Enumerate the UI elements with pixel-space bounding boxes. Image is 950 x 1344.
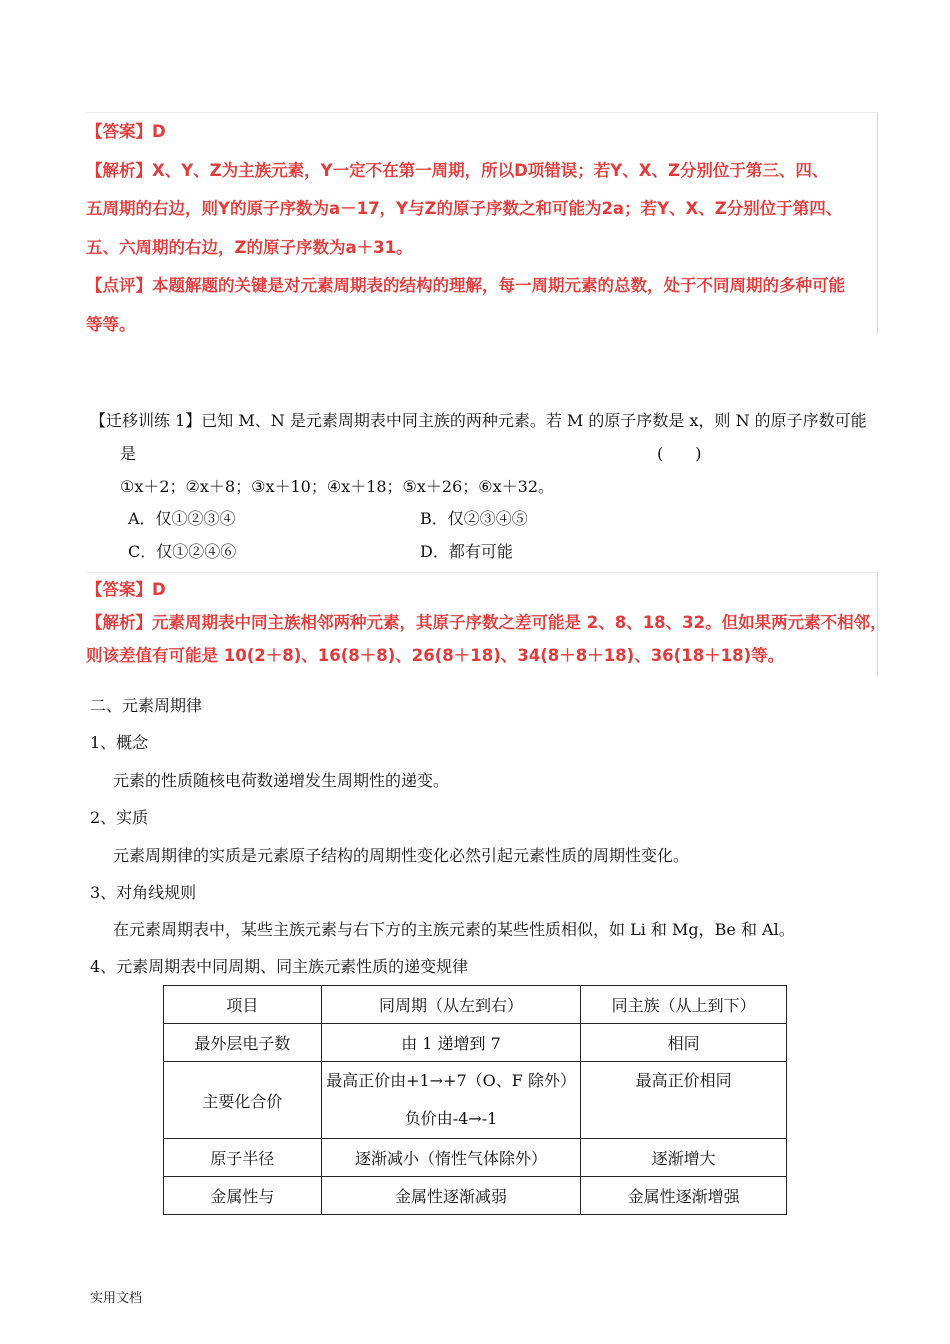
table-cell: 由 1 递增到 7 xyxy=(321,1024,581,1062)
table-row xyxy=(164,1177,787,1215)
footer-text: 实用文档 xyxy=(90,1291,143,1306)
choice-c: C．仅①②④⑥ xyxy=(128,542,237,561)
comment-tag: 【点评】 xyxy=(86,276,152,295)
answer-line xyxy=(86,113,877,152)
table-cell: 金属性与 xyxy=(164,1177,322,1215)
trend-table xyxy=(163,985,787,1215)
analysis-line-3: 五、六周期的右边，Z的原子序数为a＋31。 xyxy=(86,237,413,257)
table-cell: 最外层电子数 xyxy=(164,1024,322,1062)
table-cell xyxy=(321,1062,581,1139)
table-row xyxy=(164,1024,787,1062)
analysis-line-1 xyxy=(86,152,877,191)
table-cell: 逐渐增大 xyxy=(581,1139,787,1177)
table-row xyxy=(164,1062,787,1139)
table-cell: 最高正价相同 xyxy=(581,1062,787,1139)
analysis-line-2: 五周期的右边，则Y的原子序数为a－17，Y与Z的原子序数之和可能为2a；若Y、X、Z分别位于第四、 xyxy=(86,199,843,218)
comment-line-1 xyxy=(86,267,877,306)
valence-positive: 最高正价由+1→+7（O、F 除外） xyxy=(326,1071,576,1090)
subheading-concept: 1、概念 xyxy=(90,733,149,752)
table-cell: 金属性逐渐减弱 xyxy=(321,1177,581,1215)
diagonal-paragraph: 在元素周期表中，某些主族元素与右下方的主族元素的某些性质相似，如 Li 和 Mg，Be 和 Al。 xyxy=(113,920,795,939)
answer-box-2 xyxy=(86,572,887,676)
answer-line xyxy=(86,573,877,606)
choice-a: A．仅①②③④ xyxy=(128,509,236,528)
exercise-question-line-1: 【迁移训练 1】已知 M、N 是元素周期表中同主族的两种元素。若 M 的原子序数是 x，则 N 的原子序数可能 xyxy=(90,411,867,430)
essence-paragraph: 元素周期律的实质是元素原子结构的周期性变化必然引起元素性质的周期性变化。 xyxy=(113,846,690,865)
exercise-options: ①x＋2；②x＋8；③x＋10；④x＋18；⑤x＋26；⑥x＋32。 xyxy=(120,477,555,496)
answer-tag: 【答案】 xyxy=(86,122,152,141)
answer-bracket: ( ) xyxy=(657,444,702,463)
exercise-question-line-2: 是 xyxy=(120,444,137,463)
answer-tag: 【答案】 xyxy=(86,580,152,599)
subheading-trends: 4、元素周期表中同周期、同主族元素性质的递变规律 xyxy=(90,957,469,976)
answer-value: D xyxy=(152,580,166,599)
section-heading: 二、元素周期律 xyxy=(90,696,203,715)
analysis-line-2: 则该差值有可能是 10(2＋8)、16(8＋8)、26(8＋18)、34(8＋8＋18)、36(18＋18)等。 xyxy=(86,646,785,665)
subheading-essence: 2、实质 xyxy=(90,808,149,827)
choice-d: D．都有可能 xyxy=(420,542,513,561)
concept-paragraph: 元素的性质随核电荷数递增发生周期性的递变。 xyxy=(113,771,450,790)
analysis-text: 元素周期表中同主族相邻两种元素，其原子序数之差可能是 2、8、18、32。但如果两元素不相邻， xyxy=(152,613,887,632)
analysis-tag: 【解析】 xyxy=(86,613,152,632)
table-header: 同主族（从上到下） xyxy=(581,986,787,1024)
table-row xyxy=(164,1139,787,1177)
table-cell: 相同 xyxy=(581,1024,787,1062)
table-cell: 逐渐减小（惰性气体除外） xyxy=(321,1139,581,1177)
comment-text: 本题解题的关键是对元素周期表的结构的理解，每一周期元素的总数，处于不同周期的多种可能 xyxy=(152,276,845,295)
answer-value: D xyxy=(152,122,166,141)
analysis-tag: 【解析】 xyxy=(86,160,152,180)
table-header: 项目 xyxy=(164,986,322,1024)
analysis-line-1 xyxy=(86,606,887,639)
table-header: 同周期（从左到右） xyxy=(321,986,581,1024)
table-cell: 原子半径 xyxy=(164,1139,322,1177)
analysis-text: X、Y、Z为主族元素，Y一定不在第一周期，所以D项错误；若Y、X、Z分别位于第三、四、 xyxy=(152,160,829,180)
table-cell: 主要化合价 xyxy=(164,1062,322,1139)
valence-negative: 负价由-4→-1 xyxy=(404,1109,498,1128)
table-cell: 金属性逐渐增强 xyxy=(581,1177,787,1215)
choice-b: B．仅②③④⑤ xyxy=(420,509,528,528)
answer-box-1 xyxy=(86,112,878,334)
comment-line-2: 等等。 xyxy=(86,314,136,334)
table-header-row xyxy=(164,986,787,1024)
subheading-diagonal: 3、对角线规则 xyxy=(90,883,197,902)
